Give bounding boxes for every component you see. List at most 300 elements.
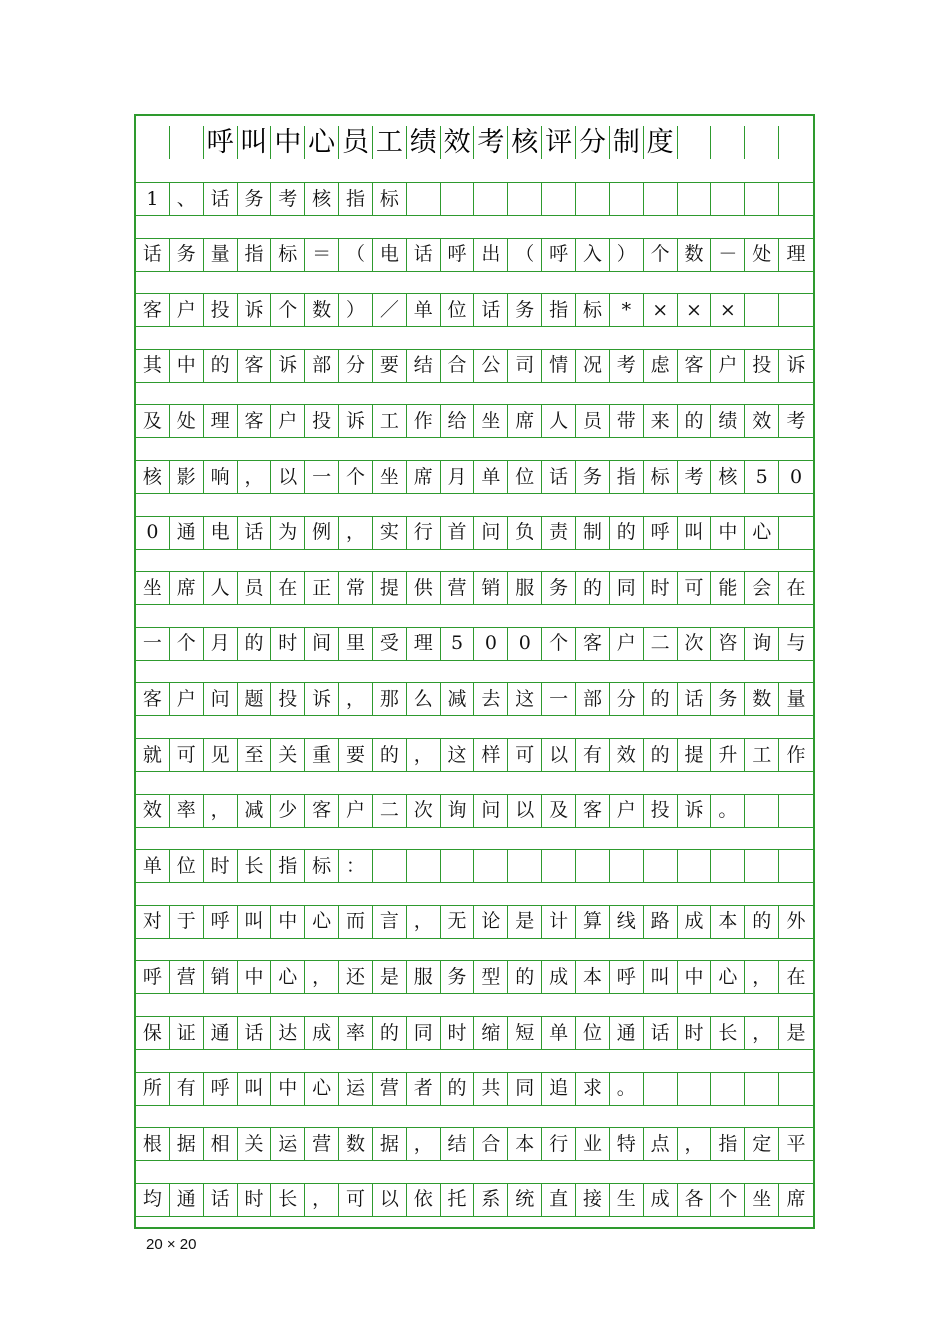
grid-char: 要 xyxy=(339,739,373,771)
grid-char: 席 xyxy=(508,405,542,437)
grid-char: 运 xyxy=(339,1073,373,1105)
empty-cell xyxy=(745,795,779,827)
text-row xyxy=(136,905,813,939)
grid-char: 例 xyxy=(305,517,339,549)
grid-char: 客 xyxy=(576,628,610,660)
grid-char: 标 xyxy=(576,294,610,326)
title-char: 绩 xyxy=(407,126,441,159)
grid-char: 运 xyxy=(271,1128,305,1160)
grid-char: 心 xyxy=(305,1073,339,1105)
grid-char: 1 xyxy=(136,183,170,215)
grid-char: 在 xyxy=(786,576,806,599)
empty-cell xyxy=(136,126,170,159)
title-char: 评 xyxy=(542,126,576,159)
grid-char: 诉 xyxy=(238,294,272,326)
empty-cell xyxy=(576,850,610,882)
grid-char: 直 xyxy=(542,1184,576,1216)
grid-char: 中 xyxy=(271,1073,305,1105)
grid-char: 的 xyxy=(373,1017,407,1049)
grid-char: 而 xyxy=(339,906,373,938)
grid-char: ， xyxy=(407,906,441,938)
grid-char: 的 xyxy=(678,405,712,437)
grid-char: 能 xyxy=(711,572,745,604)
grid-char: 话 xyxy=(542,461,576,493)
text-row xyxy=(136,404,813,438)
grid-char: 处 xyxy=(745,239,779,271)
grid-char: 的 xyxy=(644,683,678,715)
grid-char: 各 xyxy=(678,1184,712,1216)
grid-char: 咨 xyxy=(711,628,745,660)
grid-char: ＝ xyxy=(305,239,339,271)
empty-cell xyxy=(678,183,712,215)
empty-cell xyxy=(678,126,712,159)
grid-char: 话 xyxy=(644,1017,678,1049)
grid-char: 正 xyxy=(305,572,339,604)
grid-char: 点 xyxy=(644,1128,678,1160)
empty-cell xyxy=(678,1073,712,1105)
grid-char: 带 xyxy=(610,405,644,437)
grid-char: 计 xyxy=(542,906,576,938)
grid-char: 以 xyxy=(373,1184,407,1216)
text-row xyxy=(136,571,813,605)
grid-char: 营 xyxy=(170,961,204,993)
grid-char: 务 xyxy=(576,461,610,493)
empty-cell xyxy=(644,1073,678,1105)
empty-cell xyxy=(779,850,813,882)
grid-char: 考 xyxy=(271,183,305,215)
grid-char: 席 xyxy=(407,461,441,493)
empty-cell xyxy=(745,850,779,882)
grid-char: 二 xyxy=(644,628,678,660)
grid-char: 追 xyxy=(542,1073,576,1105)
grid-char: 的 xyxy=(441,1073,475,1105)
grid-char: 通 xyxy=(170,1184,204,1216)
grid-char: 据 xyxy=(373,1128,407,1160)
grid-char: （ xyxy=(508,239,542,271)
grid-char: 以 xyxy=(508,795,542,827)
grid-char: 样 xyxy=(474,739,508,771)
text-row xyxy=(136,1127,813,1161)
grid-char: 位 xyxy=(576,1017,610,1049)
grid-char: 数 xyxy=(339,1128,373,1160)
grid-char: 那 xyxy=(373,683,407,715)
grid-char: 位 xyxy=(441,294,475,326)
empty-cell xyxy=(407,183,441,215)
empty-cell xyxy=(779,517,813,549)
grid-char: 。 xyxy=(711,795,745,827)
grid-char: 数 xyxy=(678,239,712,271)
grid-char: 二 xyxy=(373,795,407,827)
empty-cell xyxy=(745,1073,779,1105)
grid-size-label: 20 × 20 xyxy=(146,1236,197,1253)
grid-char: 个 xyxy=(170,628,204,660)
grid-char: 间 xyxy=(305,628,339,660)
grid-char: 影 xyxy=(170,461,204,493)
grid-char: 客 xyxy=(305,795,339,827)
grid-char: 所 xyxy=(136,1073,170,1105)
grid-char: 的 xyxy=(576,572,610,604)
grid-char: 么 xyxy=(407,683,441,715)
grid-char: 员 xyxy=(238,572,272,604)
text-row xyxy=(136,460,813,494)
grid-char: 供 xyxy=(407,572,441,604)
grid-char: 中 xyxy=(711,517,745,549)
grid-char: 行 xyxy=(542,1128,576,1160)
grid-char: 个 xyxy=(711,1184,745,1216)
empty-cell xyxy=(711,183,745,215)
grid-char: 务 xyxy=(542,572,576,604)
empty-cell xyxy=(373,850,407,882)
grid-char: 诉 xyxy=(271,350,305,382)
text-row xyxy=(136,1016,813,1050)
grid-char: 核 xyxy=(305,183,339,215)
grid-char: 通 xyxy=(204,1017,238,1049)
grid-char: 中 xyxy=(678,961,712,993)
grid-char: 户 xyxy=(610,628,644,660)
grid-char: 理 xyxy=(407,628,441,660)
grid-char: 本 xyxy=(576,961,610,993)
grid-char: 依 xyxy=(407,1184,441,1216)
grid-char: 销 xyxy=(204,961,238,993)
grid-char: 核 xyxy=(711,461,745,493)
grid-char: 数 xyxy=(745,683,779,715)
grid-char: 对 xyxy=(136,906,170,938)
grid-char: 常 xyxy=(339,572,373,604)
grid-char: ／ xyxy=(373,294,407,326)
grid-char: 的 xyxy=(745,906,779,938)
grid-char: 客 xyxy=(238,350,272,382)
grid-char: （ xyxy=(339,239,373,271)
text-row xyxy=(136,682,813,716)
grid-char: 投 xyxy=(271,683,305,715)
grid-char: 、 xyxy=(170,183,204,215)
title-char: 叫 xyxy=(238,126,272,159)
grid-char: 至 xyxy=(238,739,272,771)
grid-char: 问 xyxy=(474,795,508,827)
grid-char: 及 xyxy=(542,795,576,827)
grid-char: 路 xyxy=(644,906,678,938)
grid-char: 标 xyxy=(271,239,305,271)
grid-char: 坐 xyxy=(474,405,508,437)
grid-char: 话 xyxy=(238,517,272,549)
title-char: 度 xyxy=(644,126,678,159)
grid-char: 的 xyxy=(610,517,644,549)
grid-char: 可 xyxy=(339,1184,373,1216)
grid-char: 型 xyxy=(474,961,508,993)
grid-char: 户 xyxy=(170,294,204,326)
grid-char: 成 xyxy=(542,961,576,993)
grid-char: 席 xyxy=(786,1188,806,1211)
grid-char: 是 xyxy=(508,906,542,938)
empty-cell xyxy=(576,183,610,215)
empty-cell xyxy=(441,183,475,215)
grid-char: 营 xyxy=(441,572,475,604)
grid-char: 呼 xyxy=(610,961,644,993)
grid-char: 客 xyxy=(678,350,712,382)
grid-char: 会 xyxy=(745,572,779,604)
grid-char: 客 xyxy=(136,294,170,326)
empty-cell xyxy=(678,850,712,882)
grid-char: 心 xyxy=(305,906,339,938)
grid-char: 问 xyxy=(204,683,238,715)
grid-char: 外 xyxy=(786,910,806,933)
grid-char: 言 xyxy=(373,906,407,938)
grid-char: － xyxy=(711,239,745,271)
grid-char: 效 xyxy=(610,739,644,771)
grid-char: 来 xyxy=(644,405,678,437)
grid-char: ， xyxy=(204,795,238,827)
grid-char: 有 xyxy=(170,1073,204,1105)
grid-char: 同 xyxy=(610,572,644,604)
grid-char: ， xyxy=(678,1128,712,1160)
grid-char: 司 xyxy=(508,350,542,382)
grid-char: 人 xyxy=(542,405,576,437)
grid-char: 与 xyxy=(786,632,806,655)
grid-char: 电 xyxy=(204,517,238,549)
text-row xyxy=(136,349,813,383)
title-char: 分 xyxy=(576,126,610,159)
grid-char: ， xyxy=(745,1017,779,1049)
grid-char: 理 xyxy=(204,405,238,437)
grid-char: 月 xyxy=(441,461,475,493)
grid-char: 的 xyxy=(238,628,272,660)
grid-char: 户 xyxy=(610,795,644,827)
grid-char: 系 xyxy=(474,1184,508,1216)
grid-char: 指 xyxy=(711,1128,745,1160)
empty-cell xyxy=(779,126,813,159)
grid-char: 位 xyxy=(508,461,542,493)
grid-char: 户 xyxy=(271,405,305,437)
grid-char: 关 xyxy=(271,739,305,771)
empty-cell xyxy=(745,183,779,215)
title-char: 考 xyxy=(474,126,508,159)
grid-char: 呼 xyxy=(204,906,238,938)
grid-char: 量 xyxy=(786,687,806,710)
grid-char: 制 xyxy=(576,517,610,549)
grid-char: 效 xyxy=(136,795,170,827)
grid-char: 务 xyxy=(508,294,542,326)
grid-char: 责 xyxy=(542,517,576,549)
empty-cell xyxy=(610,850,644,882)
grid-char: 次 xyxy=(678,628,712,660)
grid-char: 在 xyxy=(271,572,305,604)
empty-cell xyxy=(407,850,441,882)
title-char: 呼 xyxy=(204,126,238,159)
grid-char: 指 xyxy=(238,239,272,271)
grid-char: 话 xyxy=(136,239,170,271)
grid-char: 提 xyxy=(678,739,712,771)
manuscript-grid-sheet xyxy=(134,114,815,1229)
grid-char: 效 xyxy=(745,405,779,437)
empty-cell xyxy=(779,294,813,326)
grid-char: ， xyxy=(339,683,373,715)
grid-char: 销 xyxy=(474,572,508,604)
grid-char: 投 xyxy=(204,294,238,326)
grid-char: 达 xyxy=(271,1017,305,1049)
grid-char: 营 xyxy=(373,1073,407,1105)
grid-char: 情 xyxy=(542,350,576,382)
grid-char: 诉 xyxy=(339,405,373,437)
grid-char: 部 xyxy=(576,683,610,715)
grid-char: 以 xyxy=(271,461,305,493)
grid-char: 指 xyxy=(610,461,644,493)
grid-char: 长 xyxy=(271,1184,305,1216)
grid-char: ， xyxy=(339,517,373,549)
title-char: 核 xyxy=(508,126,542,159)
grid-char: 况 xyxy=(576,350,610,382)
grid-char: 缩 xyxy=(474,1017,508,1049)
grid-char: 呼 xyxy=(204,1073,238,1105)
grid-char: 求 xyxy=(576,1073,610,1105)
grid-char: ， xyxy=(407,1128,441,1160)
grid-char: 次 xyxy=(407,795,441,827)
grid-char: 根 xyxy=(136,1128,170,1160)
grid-char: ） xyxy=(610,239,644,271)
empty-cell xyxy=(508,183,542,215)
grid-char: 标 xyxy=(644,461,678,493)
empty-cell xyxy=(508,850,542,882)
grid-char: * xyxy=(610,294,644,326)
grid-char: 5 xyxy=(745,461,779,493)
grid-char: 成 xyxy=(644,1184,678,1216)
grid-char: 中 xyxy=(238,961,272,993)
grid-char: × xyxy=(711,294,745,326)
grid-char: 生 xyxy=(610,1184,644,1216)
text-row xyxy=(136,960,813,994)
grid-char: 本 xyxy=(508,1128,542,1160)
grid-char: 月 xyxy=(204,628,238,660)
grid-char: 还 xyxy=(339,961,373,993)
grid-char: 出 xyxy=(474,239,508,271)
grid-char: 标 xyxy=(305,850,339,882)
empty-cell xyxy=(542,183,576,215)
text-row xyxy=(136,182,813,216)
grid-char: 呼 xyxy=(441,239,475,271)
grid-char: 公 xyxy=(474,350,508,382)
grid-char: 务 xyxy=(711,683,745,715)
grid-char: 以 xyxy=(542,739,576,771)
title-char: 心 xyxy=(305,126,339,159)
grid-char: 话 xyxy=(204,183,238,215)
grid-char: 见 xyxy=(204,739,238,771)
grid-char: 单 xyxy=(136,850,170,882)
grid-char: 话 xyxy=(238,1017,272,1049)
grid-char: 中 xyxy=(170,350,204,382)
grid-char: 提 xyxy=(373,572,407,604)
grid-char: 平 xyxy=(786,1132,806,1155)
grid-char: 务 xyxy=(170,239,204,271)
empty-cell xyxy=(779,1073,813,1105)
grid-char: 工 xyxy=(745,739,779,771)
grid-char: 个 xyxy=(644,239,678,271)
empty-cell xyxy=(745,294,779,326)
grid-char: 减 xyxy=(441,683,475,715)
grid-char: 5 xyxy=(441,628,475,660)
empty-cell xyxy=(542,850,576,882)
title-char: 中 xyxy=(271,126,305,159)
grid-char: 均 xyxy=(136,1184,170,1216)
grid-char: 论 xyxy=(474,906,508,938)
grid-char: 营 xyxy=(305,1128,339,1160)
grid-char: 里 xyxy=(339,628,373,660)
grid-char: 心 xyxy=(745,517,779,549)
grid-char: 指 xyxy=(542,294,576,326)
text-row xyxy=(136,1072,813,1106)
grid-char: 合 xyxy=(441,350,475,382)
grid-char: 分 xyxy=(339,350,373,382)
grid-char: 理 xyxy=(786,243,806,266)
grid-char: 客 xyxy=(238,405,272,437)
grid-char: 0 xyxy=(508,628,542,660)
grid-char: 的 xyxy=(204,350,238,382)
grid-char: 话 xyxy=(407,239,441,271)
grid-char: 相 xyxy=(204,1128,238,1160)
grid-char: 考 xyxy=(678,461,712,493)
grid-char: 时 xyxy=(271,628,305,660)
grid-char: 为 xyxy=(271,517,305,549)
grid-char: 一 xyxy=(542,683,576,715)
grid-char: 人 xyxy=(204,572,238,604)
empty-cell xyxy=(711,1073,745,1105)
grid-char: 者 xyxy=(407,1073,441,1105)
grid-char: 定 xyxy=(745,1128,779,1160)
grid-char: 时 xyxy=(441,1017,475,1049)
grid-char: 率 xyxy=(170,795,204,827)
text-row xyxy=(136,1183,813,1217)
empty-cell xyxy=(644,183,678,215)
grid-char: 无 xyxy=(441,906,475,938)
grid-char: 的 xyxy=(508,961,542,993)
grid-char: 通 xyxy=(170,517,204,549)
grid-char: × xyxy=(644,294,678,326)
grid-char: 及 xyxy=(136,405,170,437)
grid-char: 这 xyxy=(441,739,475,771)
grid-char: 电 xyxy=(373,239,407,271)
grid-char: 减 xyxy=(238,795,272,827)
empty-cell xyxy=(779,795,813,827)
grid-char: 时 xyxy=(644,572,678,604)
empty-cell xyxy=(711,126,745,159)
grid-char: 在 xyxy=(786,965,806,988)
grid-char: 投 xyxy=(745,350,779,382)
grid-char: 结 xyxy=(407,350,441,382)
empty-cell xyxy=(745,126,779,159)
grid-char: 特 xyxy=(610,1128,644,1160)
grid-char: 关 xyxy=(238,1128,272,1160)
grid-char: 作 xyxy=(786,743,806,766)
grid-char: 这 xyxy=(508,683,542,715)
grid-char: 长 xyxy=(238,850,272,882)
grid-char: 成 xyxy=(678,906,712,938)
grid-char: 中 xyxy=(271,906,305,938)
grid-char: 虑 xyxy=(644,350,678,382)
grid-char: 一 xyxy=(305,461,339,493)
grid-char: ， xyxy=(407,739,441,771)
grid-char: 叫 xyxy=(238,906,272,938)
empty-cell xyxy=(170,126,204,159)
grid-char: 话 xyxy=(204,1184,238,1216)
grid-char: 率 xyxy=(339,1017,373,1049)
grid-char: 务 xyxy=(238,183,272,215)
title-row xyxy=(136,126,813,159)
title-char: 员 xyxy=(339,126,373,159)
grid-char: 处 xyxy=(170,405,204,437)
text-row xyxy=(136,293,813,327)
grid-char: 可 xyxy=(170,739,204,771)
grid-char: 是 xyxy=(786,1021,806,1044)
grid-char: 本 xyxy=(711,906,745,938)
grid-char: 个 xyxy=(542,628,576,660)
